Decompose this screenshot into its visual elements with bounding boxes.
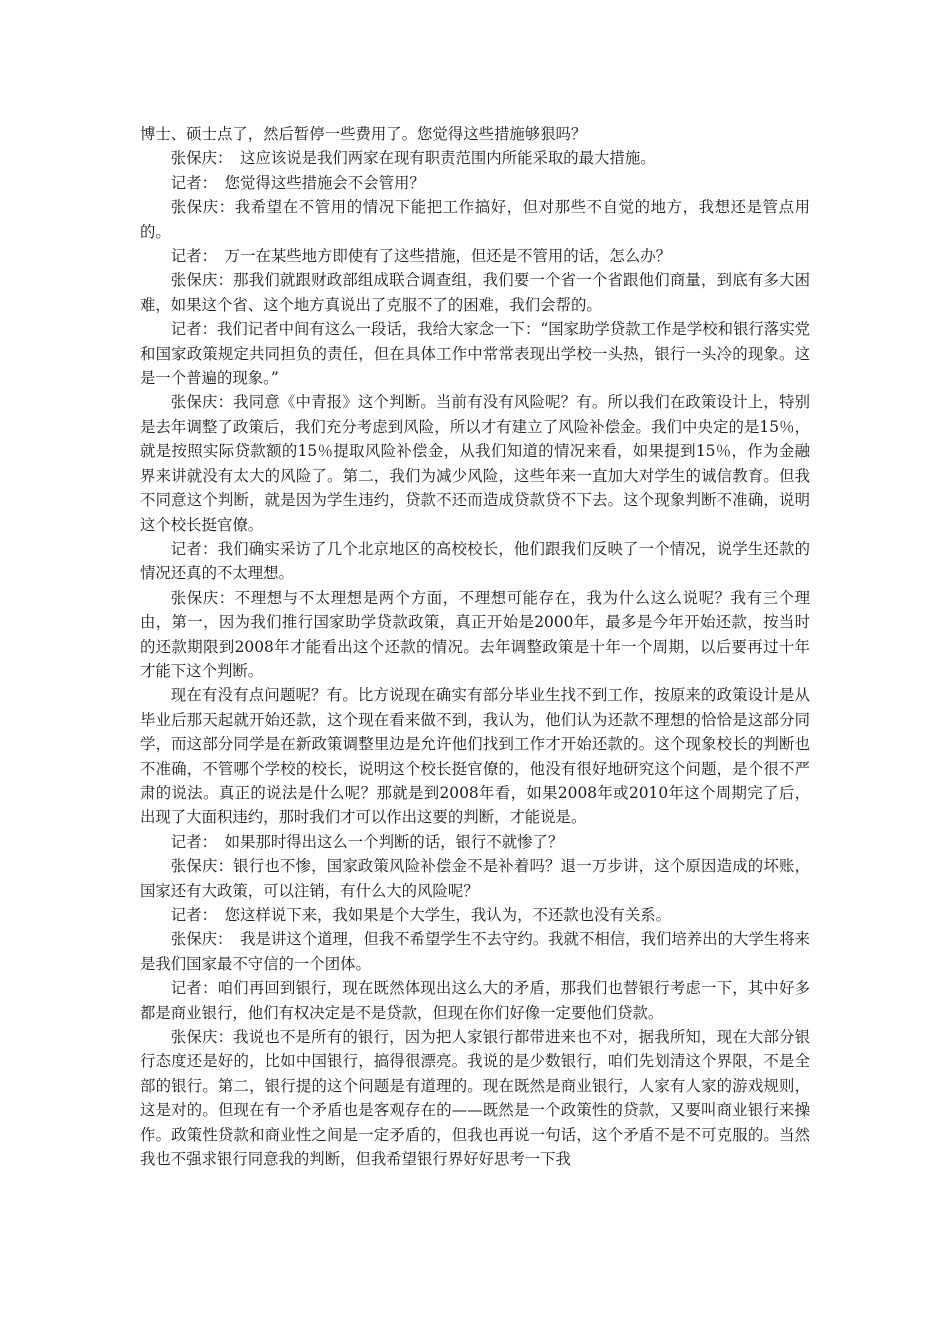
paragraph-answer: 张保庆： 这应该说是我们两家在现有职责范围内所能采取的最大措施。: [170, 149, 656, 168]
paragraph-question: 记者： 您觉得这些措施会不会管用？: [170, 173, 425, 192]
paragraph-answer: 张保庆：我同意《中青报》这个判断。当前有没有风险呢？有。所以我们在政策设计上，特别是去年调整了政策后，我们充分考虑到风险，所以才有建立了风险补偿金。我们中央定的是15％，就是按照实际贷款额的15％提取风险补偿金，从我们知道的情况来看，如果提到15％，作为金融界来讲就没有太大的风险了。第二，我们为减少风险，这些年来一直加大对学生的诚信教育。但我不同意这个判断，就是因为学生违约，贷款不还而造成贷款贷不下去。这个现象判断不准确，说明这个校长挺官僚。: [140, 393, 810, 534]
paragraph-answer: 张保庆：那我们就跟财政部组成联合调查组，我们要一个省一个省跟他们商量，到底有多大困难，如果这个省、这个地方真说出了克服不了的困难，我们会帮的。: [140, 271, 810, 314]
paragraph-question: 记者： 万一在某些地方即使有了这些措施，但还是不管用的话，怎么办？: [170, 247, 671, 266]
paragraph-answer: 张保庆：不理想与不太理想是两个方面，不理想可能存在，我为什么这么说呢？我有三个理由，第一，因为我们推行国家助学贷款政策，真正开始是2000年，最多是今年开始还款，按当时的还款期限到2008年才能看出这个还款的情况。去年调整政策是十年一个周期，以后要再过十年才能下这个判断。: [140, 588, 810, 680]
paragraph-question: 记者： 如果那时得出这么一个判断的话，银行不就惨了？: [170, 832, 564, 851]
paragraph-question: 记者： 您这样说下来，我如果是个大学生，我认为，不还款也没有关系。: [170, 906, 671, 924]
paragraph-continuation: 博士、硕士点了，然后暂停一些费用了。您觉得这些措施够狠吗？: [140, 125, 587, 143]
paragraph-answer: 张保庆：我希望在不管用的情况下能把工作搞好，但对那些不自觉的地方，我想还是管点用的。: [140, 198, 810, 241]
article-body: [140, 122, 810, 1171]
paragraph-question: 记者：我们记者中间有这么一段话，我给大家念一下：“国家助学贷款工作是学校和银行落实党和国家政策规定共同担负的责任，但在具体工作中常常表现出学校一头热，银行一头冷的现象。这是一个普遍的现象。”: [140, 320, 810, 388]
paragraph-question: 记者：我们确实采访了几个北京地区的高校校长，他们跟我们反映了一个情况，说学生还款的情况还真的不太理想。: [140, 539, 810, 583]
paragraph-question: 记者：咱们再回到银行，现在既然体现出这么大的矛盾，那我们也替银行考虑一下，其中好多都是商业银行，他们有权决定是不是贷款，但现在你们好像一定要他们贷款。: [140, 979, 810, 1022]
paragraph-answer: 张保庆： 我是讲这个道理，但我不希望学生不去守约。我就不相信，我们培养出的大学生将来是我们国家最不守信的一个团体。: [140, 930, 810, 973]
paragraph-answer: 张保庆：银行也不惨，国家政策风险补偿金不是补着吗？退一万步讲，这个原因造成的坏账，国家还有大政策，可以注销，有什么大的风险呢？: [140, 857, 810, 900]
paragraph-answer-continued: 现在有没有点问题呢？有。比方说现在确实有部分毕业生找不到工作，按原来的政策设计是从毕业后那天起就开始还款，这个现在看来做不到，我认为，他们认为还款不理想的恰恰是这部分同学，而这部分同学是在新政策调整里边是允许他们找到工作才开始还款的。这个现象校长的判断也不准确，不管哪个学校的校长，说明这个校长挺官僚的，他没有很好地研究这个问题，是个很不严肃的说法。真正的说法是什么呢？那就是到2008年看，如果2008年或2010年这个周期完了后，出现了大面积违约，那时我们才可以作出这要的判断，才能说是。: [140, 686, 810, 827]
paragraph-answer: 张保庆：我说也不是所有的银行，因为把人家银行都带进来也不对，据我所知，现在大部分银行态度还是好的，比如中国银行，搞得很漂亮。我说的是少数银行，咱们先划清这个界限，不是全部的银行。第二，银行提的这个问题是有道理的。现在既然是商业银行，人家有人家的游戏规则，这是对的。但现在有一个矛盾也是客观存在的——既然是一个政策性的贷款，又要叫商业银行来操作。政策性贷款和商业性之间是一定矛盾的，但我也再说一句话，这个矛盾不是不可克服的。当然我也不强求银行同意我的判断，但我希望银行界好好思考一下我: [140, 1028, 810, 1169]
